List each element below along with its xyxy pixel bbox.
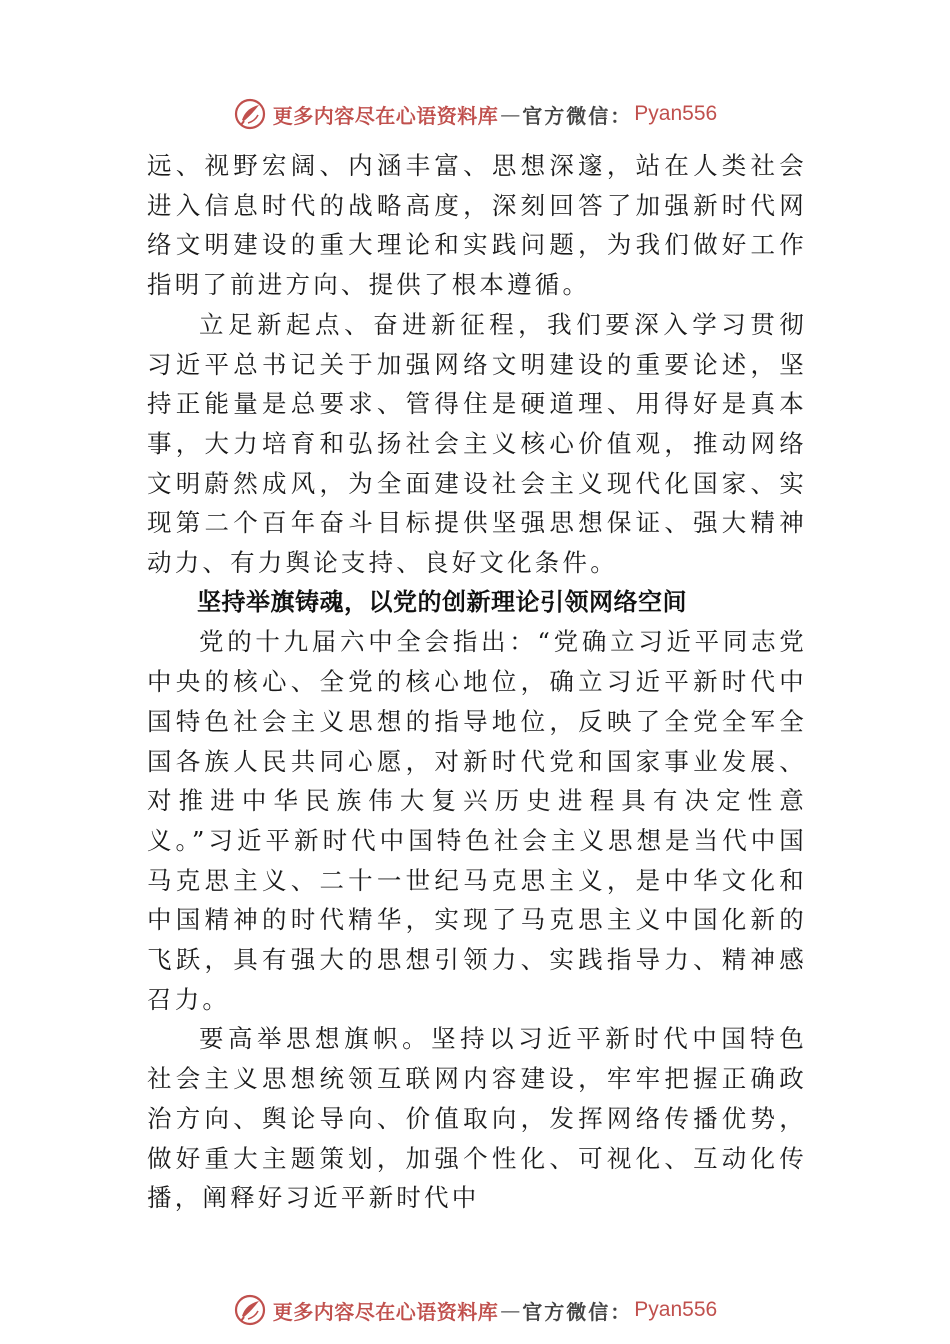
brand-text: 更多内容尽在心语资料库 — [272, 1299, 499, 1324]
banner-dash: — — [500, 102, 521, 126]
paragraph-4: 要高举思想旗帜。坚持以习近平新时代中国特色社会主义思想统领互联网内容建设，牢牢把握正确政治方向、舆论导向、价值取向，发挥网络传播优势，做好重大主题策划，加强个性化、可视化、互动化传播，阐释好习近平新时代中 — [147, 1024, 807, 1213]
section-heading: 坚持举旗铸魂，以党的创新理论引领网络空间 — [197, 587, 687, 616]
header-banner — [0, 94, 950, 134]
footer-banner — [0, 1290, 950, 1330]
banner-dash: — — [500, 1298, 521, 1322]
brand-text: 更多内容尽在心语资料库 — [272, 103, 499, 128]
wechat-id: Pyan556 — [634, 102, 718, 125]
wechat-id: Pyan556 — [634, 1298, 718, 1321]
paragraph-3: 党的十九届六中全会指出：“党确立习近平同志党中央的核心、全党的核心地位，确立习近平新时代中国特色社会主义思想的指导地位，反映了全党全军全国各族人民共同心愿，对新时代党和国家事业发展、对推进中华民族伟大复兴历史进程具有决定性意义。”习近平新时代中国特色社会主义思想是当代中国马克思主义、二十一世纪马克思主义，是中华文化和中国精神的时代精华，实现了马克思主义中国化新的飞跃，具有强大的思想引领力、实践指导力、精神感召力。 — [147, 627, 807, 1014]
paragraph-1: 远、视野宏阔、内涵丰富、思想深邃，站在人类社会进入信息时代的战略高度，深刻回答了加强新时代网络文明建设的重大理论和实践问题，为我们做好工作指明了前进方向、提供了根本遵循。 — [147, 151, 807, 300]
paragraph-2: 立足新起点、奋进新征程，我们要深入学习贯彻习近平总书记关于加强网络文明建设的重要论述，坚持正能量是总要求、管得住是硬道理、用得好是真本事，大力培育和弘扬社会主义核心价值观，推动网络文明蔚然成风，为全面建设社会主义现代化国家、实现第二个百年奋斗目标提供坚强思想保证、强大精神动力、有力舆论支持、良好文化条件。 — [147, 309, 807, 578]
wechat-label: 官方微信： — [522, 103, 633, 128]
brand-logo-icon — [233, 97, 267, 131]
wechat-label: 官方微信： — [522, 1299, 633, 1324]
brand-logo-icon — [233, 1293, 267, 1327]
document-body — [147, 146, 807, 1218]
